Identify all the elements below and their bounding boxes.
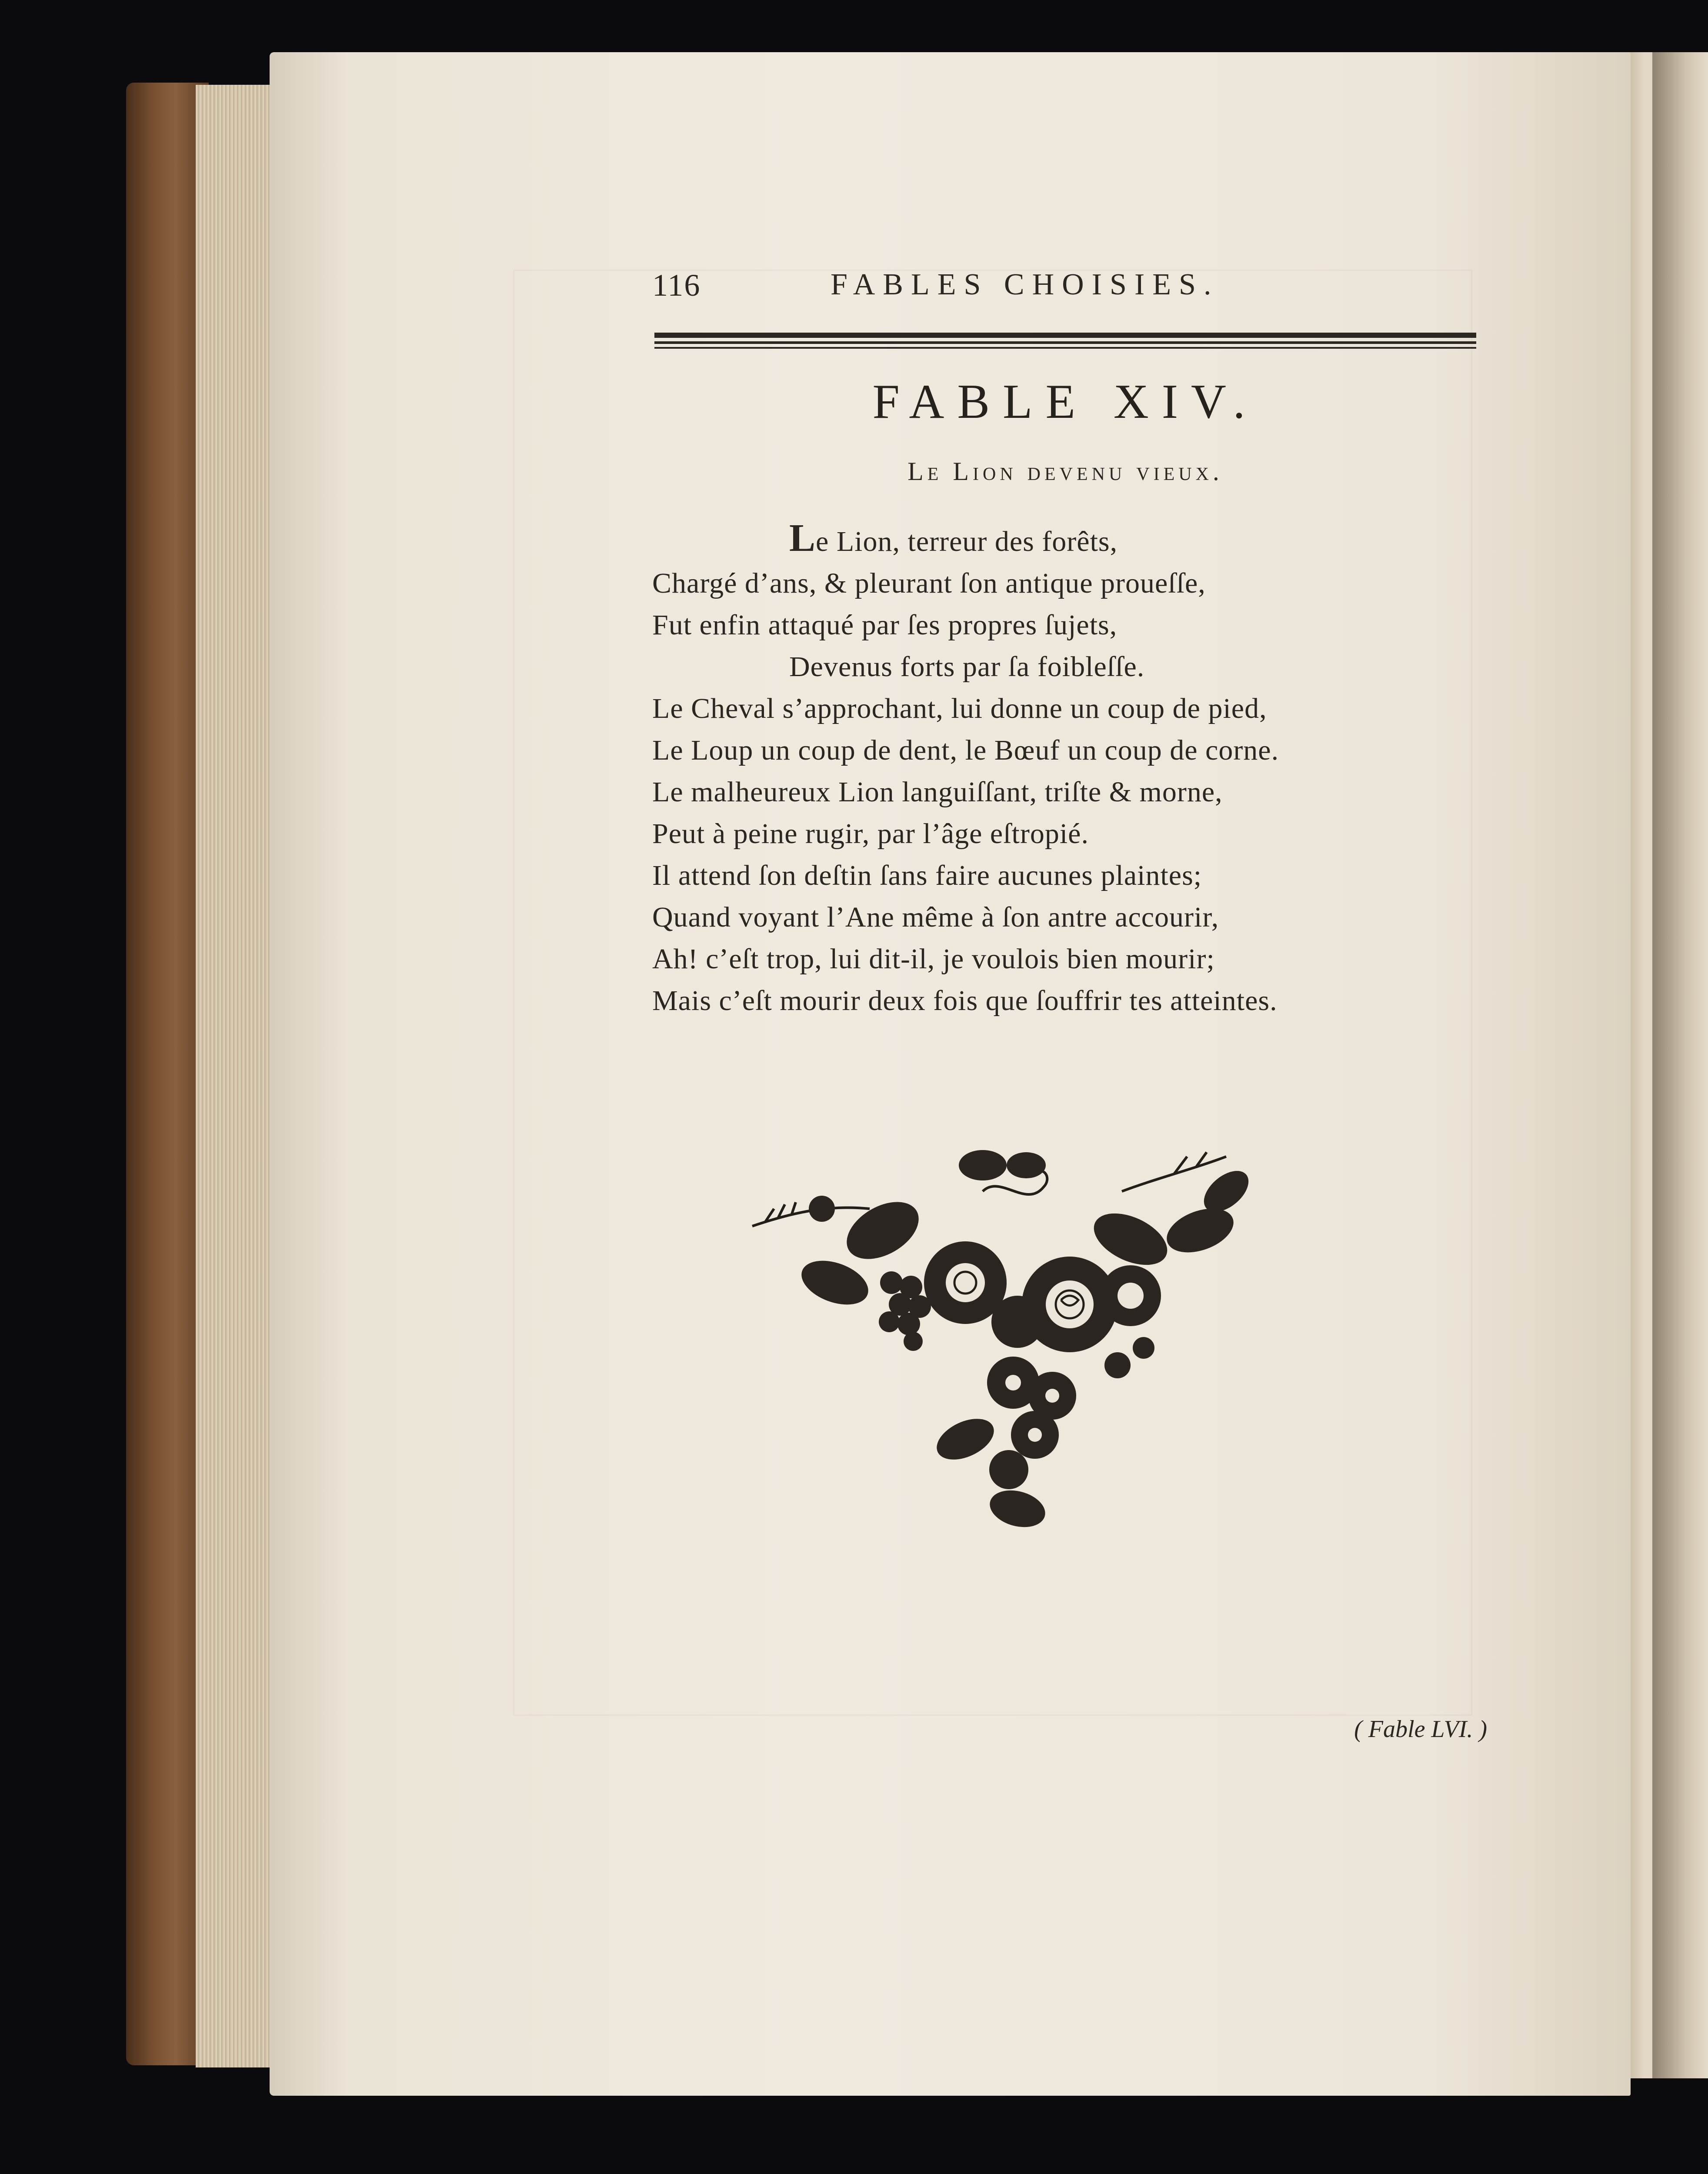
- running-title: FABLES CHOISIES.: [831, 268, 1219, 301]
- poem-line: Mais c’eſt mourir deux fois que ſouffrir tes atteintes.: [652, 985, 1278, 1017]
- header-rule: [654, 333, 1476, 354]
- running-head: [652, 267, 1478, 315]
- poem-line: Le Cheval s’approchant, lui donne un coup de pied,: [652, 693, 1267, 724]
- poem-line: Fut enfin attaqué par ſes propres ſujets,: [652, 609, 1118, 641]
- fable-subtitle: Le Lion devenu vieux.: [907, 457, 1223, 486]
- page-number: 116: [652, 268, 701, 303]
- poem-line: Devenus forts par ſa foibleſſe.: [789, 651, 1145, 683]
- poem-line: Quand voyant l’Ane même à ſon antre accourir,: [652, 901, 1219, 933]
- poem-line: Ah! c’eſt trop, lui dit-il, je voulois bien mourir;: [652, 943, 1215, 975]
- poem-line: Peut à peine rugir, par l’âge eſtropié.: [652, 818, 1089, 850]
- facing-page-gutter: [1652, 52, 1708, 2078]
- page-edges: [196, 85, 270, 2067]
- drop-cap: L: [789, 517, 816, 560]
- poem-text: [652, 517, 1500, 1022]
- poem-line: Le Lion, terreur des forêts,: [789, 517, 1118, 560]
- poem-line: Chargé d’ans, & pleurant ſon antique proueſſe,: [652, 567, 1206, 599]
- poem-line: Le malheureux Lion languiſſant, triſte & morne,: [652, 776, 1223, 808]
- poem-line: Le Loup un coup de dent, le Bœuf un coup de corne.: [652, 734, 1279, 766]
- fable-title: FABLE XIV.: [872, 375, 1258, 429]
- footnote: ( Fable LVI. ): [1354, 1716, 1487, 1743]
- floral-garland-icon: [739, 1139, 1304, 1552]
- poem-line: Il attend ſon deſtin ſans faire aucunes plaintes;: [652, 860, 1202, 891]
